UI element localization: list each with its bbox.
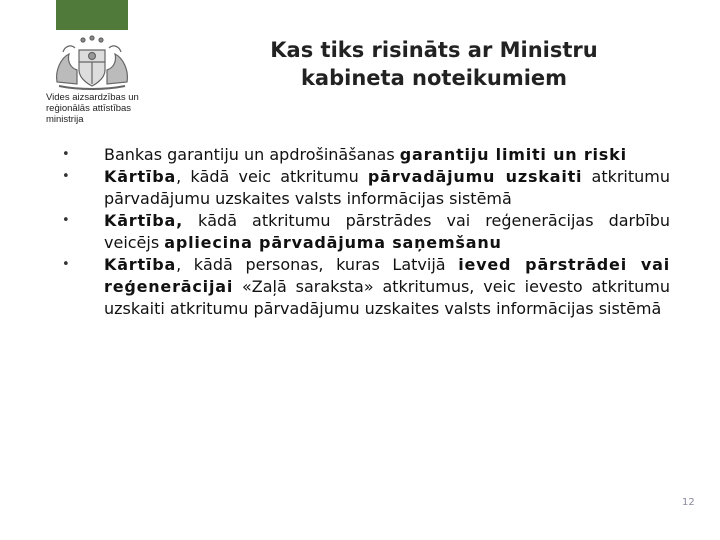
bullet-text (104, 255, 670, 318)
bullet-dot-icon: • (62, 213, 70, 228)
bullet-dot-icon: • (62, 169, 70, 184)
brand-color-bar (56, 0, 128, 30)
bullet-item (60, 144, 670, 166)
page-number: 12 (682, 497, 695, 508)
text-run-bold: garantiju limiti un riski (399, 145, 627, 164)
bullet-dot-icon: • (62, 257, 70, 272)
text-run: «Zaļā saraksta» atkritumus, veic ievesto atkritumu uzskaiti atkritumu pārvadājumu uzskaites valsts informācijas sistēmā (104, 277, 670, 318)
bullet-item (60, 254, 670, 320)
text-run: , kādā personas, kuras Latvijā (176, 255, 459, 274)
bullet-text (104, 211, 670, 252)
coat-of-arms-icon (49, 34, 135, 90)
text-run: atkritumu pārvadājumu uzskaites valsts informācijas sistēmā (104, 167, 671, 208)
logo-text-line-1: Vides aizsardzības un (46, 92, 139, 103)
ministry-logo (40, 34, 144, 125)
text-run-bold: Kārtība (104, 255, 177, 274)
bullet-dot-icon: • (62, 147, 70, 162)
text-run: , kādā veic atkritumu (176, 167, 368, 186)
logo-text-line-2: reģionālās attīstības (46, 103, 132, 114)
bullet-text (104, 145, 627, 164)
bullet-item (60, 210, 670, 254)
text-run-bold: Kārtība, (104, 211, 183, 230)
text-run: kādā atkritumu pārstrādes vai reģenerācijas darbību veicējs (104, 211, 670, 252)
text-run-bold: apliecina pārvadājuma saņemšanu (164, 233, 502, 252)
slide-title (240, 36, 628, 92)
slide-title-line-2: kabineta noteikumiem (300, 66, 568, 90)
bullet-list (60, 144, 670, 320)
text-run-bold: ieved pārstrādei vai reģenerācijai (104, 255, 670, 296)
slide-title-line-1: Kas tiks risināts ar Ministru (270, 38, 598, 62)
text-run-bold: pārvadājumu uzskaiti (367, 167, 583, 186)
bullet-text (104, 167, 670, 208)
text-run: Bankas garantiju un apdrošināšanas (104, 145, 400, 164)
logo-text-line-3: ministrija (46, 114, 84, 125)
bullet-item (60, 166, 670, 210)
text-run-bold: Kārtība (104, 167, 177, 186)
